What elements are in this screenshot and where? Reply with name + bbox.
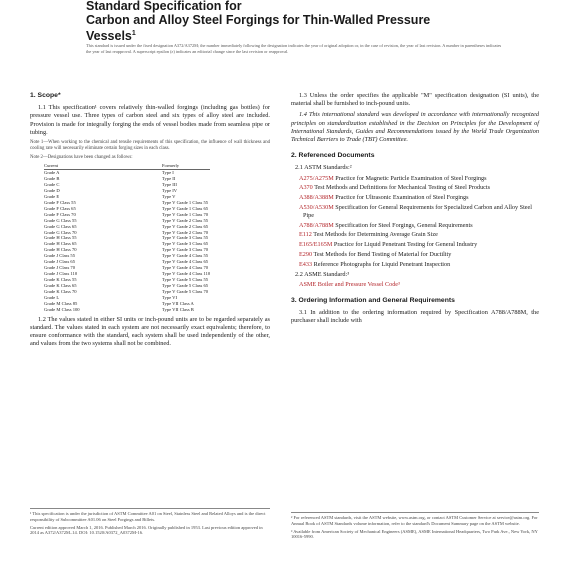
reference-title: Reference Photographs for Liquid Penetrant Inspection [313, 260, 451, 268]
current-designation-cell: Grade A [44, 169, 60, 175]
current-designation-cell: Grade G Class 55 [44, 217, 77, 223]
title-line-3: Vessels$^1$ [86, 29, 136, 44]
note-1: Note 1—When working to the chemical and tensile requirements of this specification, the influence of wall thickness and cooling rate will necessarily eliminate certain forging sizes in each class. [30, 140, 270, 152]
former-designation-cell: Type V Grade 1 Class 65 [162, 205, 209, 211]
current-designation-cell: Grade K Class 55 [44, 277, 77, 283]
current-designation-cell: Grade G Class 70 [44, 229, 77, 235]
reference-item[interactable] [299, 231, 539, 239]
former-designation-cell: Type V Grade 2 Class 65 [162, 223, 209, 229]
asme-standard-label: 2.2 ASME Standard:³ [295, 270, 350, 278]
reference-title: Test Methods for Bend Testing of Material for Ductility [313, 251, 452, 258]
designation-note: This standard is issued under the fixed designation A372/A372M; the number immediately following the designation indicates the year of original adoption or, in the case of revision, the year of last revision. A number in parentheses indicates the year of last reapproval. A superscript epsilon (ε) indicates an editorial change since the last revision or reapproval. [86, 43, 502, 54]
current-designation-cell: Grade J Class 110 [44, 271, 78, 277]
current-designation-cell: Grade G Class 65 [44, 223, 77, 229]
former-designation-cell: Type V Grade 4 Class 110 [162, 271, 211, 277]
title-line-1: Standard Specification for [86, 0, 242, 13]
current-designation-cell: Grade F Class 65 [44, 205, 76, 211]
reference-title: Practice for Magnetic Particle Examination of Steel Forgings [335, 174, 487, 182]
reference-item[interactable] [299, 194, 539, 202]
former-designation-cell: Type V Grade 3 Class 65 [162, 241, 209, 247]
right-column [291, 92, 539, 328]
reference-item[interactable] [299, 174, 539, 183]
current-designation-cell: Grade M Class 85 [44, 300, 78, 306]
former-designation-cell: Type V Grade 4 Class 70 [162, 265, 209, 271]
current-designation-cell: Grade D [44, 187, 60, 193]
reference-link[interactable]: A388/A388M [299, 194, 334, 202]
reference-title: Specification for Steel Forgings, General Requirements [335, 221, 473, 229]
current-designation-cell: Grade J Class 70 [44, 265, 76, 271]
table-header-formerly: Formerly [162, 163, 210, 169]
designation-table [44, 163, 210, 313]
section-heading-scope: 1. Scope* [30, 92, 61, 99]
table-header-current: Current [44, 163, 162, 169]
reference-title: Practice for Liquid Penetrant Testing for General Industry [333, 241, 478, 249]
former-designation-cell: Type V [162, 193, 176, 199]
paragraph-1-2: 1.2 The values stated in either SI units or inch-pound units are to be regarded separately as standard. The values stated in each system are not necessarily exact equivalents; therefore, to ensure conformance with the standard, each system shall be used independently of the other, and values from the two systems shall not be combined. [30, 315, 270, 348]
reference-item[interactable] [299, 204, 539, 220]
current-designation-cell: Grade J Class 55 [44, 253, 76, 259]
current-designation-cell: Grade K Class 70 [44, 289, 77, 295]
reference-link[interactable]: E433 [299, 260, 313, 268]
reference-list [291, 175, 539, 269]
current-designation-cell: Grade J Class 65 [44, 259, 76, 265]
section-heading-referenced-documents: 2. Referenced Documents [291, 152, 375, 160]
section-heading-ordering: 3. Ordering Information and General Requirements [291, 296, 455, 304]
asme-reference[interactable]: ASME Boiler and Pressure Vessel Code³ [299, 280, 400, 288]
reference-link[interactable]: A275/A275M [299, 174, 334, 182]
former-designation-cell: Type V Grade 1 Class 55 [162, 199, 209, 205]
note-2: Note 2—Designations have been changed as follows: [30, 155, 133, 161]
reference-title: Specification for General Requirements for Specialized Carbon and Alloy Steel Pipe [303, 204, 533, 219]
reference-item[interactable] [299, 251, 539, 259]
former-designation-cell: Type V Grade 2 Class 55 [162, 217, 209, 223]
reference-link[interactable]: E165/E165M [299, 241, 333, 249]
footnote-1: ¹ This specification is under the jurisdiction of ASTM Committee A01 on Steel, Stainless Steel and Related Alloys and is the direct responsibility of Subcommittee A01.06 on Steel Forgings and Billets. [30, 511, 266, 522]
reference-link[interactable]: E290 [299, 251, 313, 258]
former-designation-cell: Type III [162, 181, 177, 187]
paragraph-1-1: 1.1 This specification¹ covers relatively thin-walled forgings (including gas bottles) for pressure vessel use. Three types of carbon steel and six types of alloy steel are included. Provision is made for integrally forging the ends of vessel bodies made from seamless pipe or tubing. [30, 104, 270, 136]
table-row [44, 307, 210, 313]
current-designation-cell: Grade H Class 65 [44, 241, 77, 247]
former-designation-cell: Type II [162, 175, 176, 181]
current-designation-cell: Grade F Class 55 [44, 199, 76, 205]
paragraph-1-4: 1.4 This international standard was developed in accordance with internationally recognized principles on standardization established in the Decision on Principles for the Development of International Standards, Guides and Recommendations issued by the World Trade Organization Technical Barriers to Trade (TBT) Committee. [291, 111, 539, 144]
reference-item[interactable] [299, 260, 539, 269]
former-designation-cell: Type VII Class A [162, 300, 194, 306]
former-designation-cell: Type V Grade 5 Class 70 [162, 289, 209, 295]
former-designation-cell: Type VII Class B [162, 306, 194, 312]
current-designation-cell: Grade E [44, 193, 60, 199]
reference-title: Test Methods for Determining Average Grain Size [313, 231, 438, 239]
current-designation-cell: Grade L [44, 294, 60, 300]
current-designation-cell: Grade C [44, 181, 60, 187]
former-designation-cell: Type V Grade 5 Class 65 [162, 283, 209, 289]
former-designation-cell: Type I [162, 169, 174, 175]
document-title [86, 0, 506, 43]
reference-link[interactable]: A788/A788M [299, 221, 334, 229]
former-designation-cell: Type V Grade 3 Class 55 [162, 235, 209, 241]
reference-link[interactable]: A530/A530M [299, 204, 334, 212]
reference-link[interactable]: E112 [299, 231, 312, 239]
reference-item[interactable] [299, 221, 539, 230]
former-designation-cell: Type V Grade 4 Class 65 [162, 259, 209, 265]
current-designation-cell: Grade H Class 70 [44, 247, 77, 253]
current-designation-cell: Grade F Class 70 [44, 211, 76, 217]
former-designation-cell: Type V Grade 5 Class 55 [162, 277, 209, 283]
footnotes-right [291, 512, 539, 542]
former-designation-cell: Type VI [162, 294, 178, 300]
footnotes-left [30, 508, 270, 538]
designation-table-body [44, 169, 210, 312]
footnote-3: ³ Available from American Society of Mechanical Engineers (ASME), ASME International Headquarters, Two Park Ave., New York, NY 10016-5990. [291, 528, 538, 540]
reference-title: Practice for Ultrasonic Examination of Steel Forgings [335, 194, 469, 202]
former-designation-cell: Type V Grade 3 Class 70 [162, 247, 209, 253]
left-column [30, 92, 270, 352]
reference-title: Test Methods and Definitions for Mechanical Testing of Steel Products [314, 184, 491, 192]
astm-standards-label: 2.1 ASTM Standards:² [295, 164, 352, 172]
current-designation-cell: Grade K Class 65 [44, 283, 77, 289]
current-designation-cell: Grade B [44, 175, 60, 181]
title-line-2: Carbon and Alloy Steel Forgings for Thin-Walled Pressure [86, 13, 431, 27]
former-designation-cell: Type V Grade 4 Class 55 [162, 253, 209, 259]
reference-link[interactable]: A370 [299, 184, 313, 192]
footnote-edition: Current edition approved March 1, 2016. Published March 2016. Originally published in 1953. Last previous edition approved in 2014 as A372/A372M–14. DOI: 10.1520/A0372_A0372M-16. [30, 524, 263, 536]
reference-item[interactable] [299, 241, 539, 249]
former-designation-cell: Type V Grade 1 Class 70 [162, 211, 209, 217]
former-designation-cell: Type IV [162, 187, 178, 193]
former-designation-cell: Type V Grade 2 Class 70 [162, 229, 209, 235]
reference-item[interactable] [299, 184, 539, 192]
current-designation-cell: Grade M Class 100 [44, 306, 80, 312]
paragraph-1-3: 1.3 Unless the order specifies the applicable "M" specification designation (SI units), the material shall be furnished to inch-pound units. [291, 92, 539, 108]
current-designation-cell: Grade H Class 55 [44, 235, 77, 241]
footnote-2: ² For referenced ASTM standards, visit the ASTM website, www.astm.org, or contact ASTM Customer Service at service@astm.org. For Annual Book of ASTM Standards volume information, refer to the standard's Document Summary page on the ASTM website. [291, 515, 538, 526]
paragraph-3-1: 3.1 In addition to the ordering information required by Specification A788/A788M, the purchaser shall include with [291, 308, 539, 324]
